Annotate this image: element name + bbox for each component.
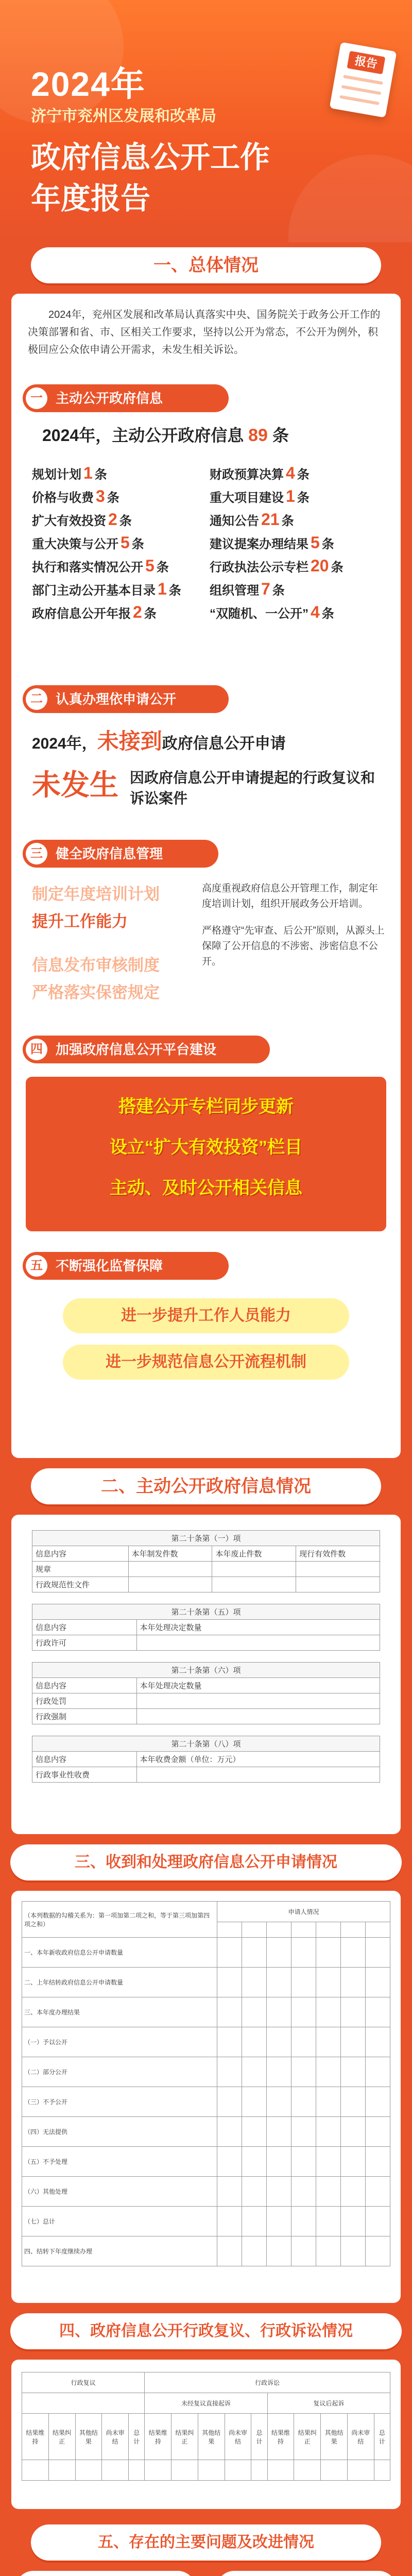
- item-stat: 组织管理 7 条: [210, 580, 285, 598]
- item-stat: “双随机、一公开” 4 条: [210, 603, 334, 621]
- p1-total: 2024年，主动公开政府信息 89 条: [42, 426, 289, 445]
- sec2-tables: [32, 1530, 380, 1783]
- col-header: 结果维持: [267, 2414, 294, 2460]
- title-line2: 年度报告: [31, 182, 151, 215]
- p4-pill: 四 加强政府信息公开平台建设: [23, 1036, 270, 1063]
- section2-card: [11, 1515, 401, 1834]
- table-row: （六）其他处理: [22, 2177, 390, 2207]
- col-header: 结果纠正: [171, 2414, 198, 2460]
- decor-circle: [288, 155, 412, 242]
- section4-heading: 四、政府信息公开行政复议、行政诉讼情况: [10, 2313, 402, 2349]
- p3-pill: 三 健全政府信息管理: [23, 840, 218, 868]
- table-row: 四、结转下年度继续办理: [22, 2236, 390, 2266]
- table-20-1: 第二十条第（一）项 信息内容 本年制发件数 本年废止件数 现行有效件数 规章 行政规范性文件: [32, 1530, 380, 1592]
- p3-right: 高度重视政府信息公开管理工作，制定年度培训计划，组织开展政务公开培训。 严格遵守“先审查、后公开”原则，从源头上保障了公开信息的不涉密、涉密信息不公开。: [202, 883, 385, 967]
- table-20-8: 第二十条第（八）项 信息内容 本年收费金额（单位：万元） 行政事业性收费: [32, 1736, 380, 1783]
- section3-heading: 三、收到和处理政府信息公开申请情况: [10, 1844, 402, 1880]
- col-header: 结果维持: [145, 2414, 171, 2460]
- item-stat: 价格与收费 3 条: [32, 487, 119, 505]
- p5-slogan2: 进一步规范信息公开流程机制: [63, 1345, 349, 1380]
- p5-slogan1: 进一步提升工作人员能力: [63, 1298, 349, 1333]
- item-stat: 重大项目建设 1 条: [210, 487, 310, 505]
- item-stat: 规划计划 1 条: [32, 464, 107, 482]
- item-stat: 部门主动公开基本目录 1 条: [32, 580, 181, 598]
- table-row: 一、本年新收政府信息公开申请数量: [22, 1938, 390, 1968]
- title-line1: 政府信息公开工作: [31, 141, 270, 174]
- item-stat: 行政执法公示专栏 20 条: [210, 556, 344, 575]
- problem2: [216, 2571, 397, 2576]
- applications-table: （本列数据的勾稽关系为：第一项加第二项之和，等于第三项加第四项之和） 申请人情况 一、本年新收政府信息公开申请数量 二、上年结转政府信息公开申请数量 三、本年度办理结果 （一）予以公开 （二）部分公开 （三）不予公开 （四）无法提供 （五）不予处理 （六）其他处理 （七）总计 四、结转下年度继续办理: [22, 1901, 390, 2266]
- section1-card: [11, 294, 401, 1458]
- item-stat: 通知公告 21 条: [210, 510, 294, 529]
- table-20-6: 第二十条第（六）项 信息内容 本年处理决定数量 行政处罚 行政强制: [32, 1662, 380, 1724]
- col-header: 总计: [374, 2414, 390, 2460]
- section1-heading: 一、总体情况: [31, 247, 381, 283]
- p2-big: 未发生: [32, 769, 118, 801]
- item-stat: 政府信息公开年报 2 条: [32, 603, 157, 621]
- table-20-5: 第二十条第（五）项 信息内容 本年处理决定数量 行政许可: [32, 1604, 380, 1651]
- p2-line1: 2024年，未接到政府信息公开申请: [32, 729, 286, 753]
- section4-card: [11, 2360, 401, 2509]
- report-badge-icon: [330, 42, 397, 117]
- problem1: [15, 2571, 196, 2576]
- p1-items: [32, 464, 387, 622]
- item-stat: 扩大有效投资 2 条: [32, 510, 132, 529]
- table-row: （三）不予公开: [22, 2087, 390, 2117]
- item-stat: 执行和落实情况公开 5 条: [32, 556, 169, 575]
- item-stat: 建议提案办理结果 5 条: [210, 533, 334, 552]
- p4-box: 搭建公开专栏同步更新 设立“扩大有效投资”栏目 主动、及时公开相关信息: [26, 1077, 386, 1231]
- table-row: （一）予以公开: [22, 2027, 390, 2057]
- table-row: （二）部分公开: [22, 2057, 390, 2087]
- col-header: 结果纠正: [294, 2414, 321, 2460]
- item-stat: 重大决策与公开 5 条: [32, 533, 144, 552]
- col-header: 其他结果: [321, 2414, 348, 2460]
- intro-text: 2024年，兖州区发展和改革局认真落实中央、国务院关于政务公开工作的决策部署和省、市、区相关工作要求，坚持以公开为常态，不公开为例外，积极回应公众依申请公开需求，未发生相关诉讼。: [28, 309, 381, 355]
- p3-left: 制定年度培训计划 提升工作能力 信息发布审核制度 严格落实保密规定: [32, 885, 160, 1002]
- p1-pill: 一 主动公开政府信息: [23, 384, 229, 412]
- table-row: （四）无法提供: [22, 2117, 390, 2147]
- badge-label: 报告: [347, 51, 385, 75]
- report-header: [0, 0, 412, 242]
- table-row: 二、上年结转政府信息公开申请数量: [22, 1968, 390, 1997]
- col-header: 总计: [251, 2414, 267, 2460]
- review-litigation-table: 行政复议 行政诉讼 未经复议直接起诉 复议后起诉 结果维持 结果纠正 其他结果 尚未审结 总计 结果维持 结果纠正 其他结果 尚未审结 总计 结果维持 结果纠正 其他结果 尚未审结 总计: [22, 2372, 390, 2481]
- p5-pill: 五 不断强化监督保障: [23, 1252, 229, 1280]
- table-row: （五）不予处理: [22, 2147, 390, 2177]
- report-year: 2024年: [31, 65, 146, 103]
- org-name: 济宁市兖州区发展和改革局: [31, 108, 216, 125]
- table-row: （七）总计: [22, 2207, 390, 2236]
- col-header: 尚未审结: [102, 2414, 129, 2460]
- p2-line2: 因政府信息公开申请提起的行政复议和诉讼案件: [130, 770, 375, 806]
- section3-card: [11, 1891, 401, 2303]
- section5-heading: 五、存在的主要问题及改进情况: [31, 2524, 381, 2561]
- col-header: 总计: [129, 2414, 145, 2460]
- section2-heading: 二、主动公开政府信息情况: [31, 1468, 381, 1504]
- col-header: 其他结果: [198, 2414, 225, 2460]
- col-header: 结果维持: [22, 2414, 49, 2460]
- table-row: 三、本年度办理结果: [22, 1997, 390, 2027]
- p2-pill: 二 认真办理依申请公开: [23, 685, 229, 713]
- item-stat: 财政预算决算 4 条: [210, 464, 310, 482]
- col-header: 结果纠正: [48, 2414, 75, 2460]
- col-header: 其他结果: [75, 2414, 102, 2460]
- col-header: 尚未审结: [225, 2414, 251, 2460]
- col-header: 尚未审结: [347, 2414, 374, 2460]
